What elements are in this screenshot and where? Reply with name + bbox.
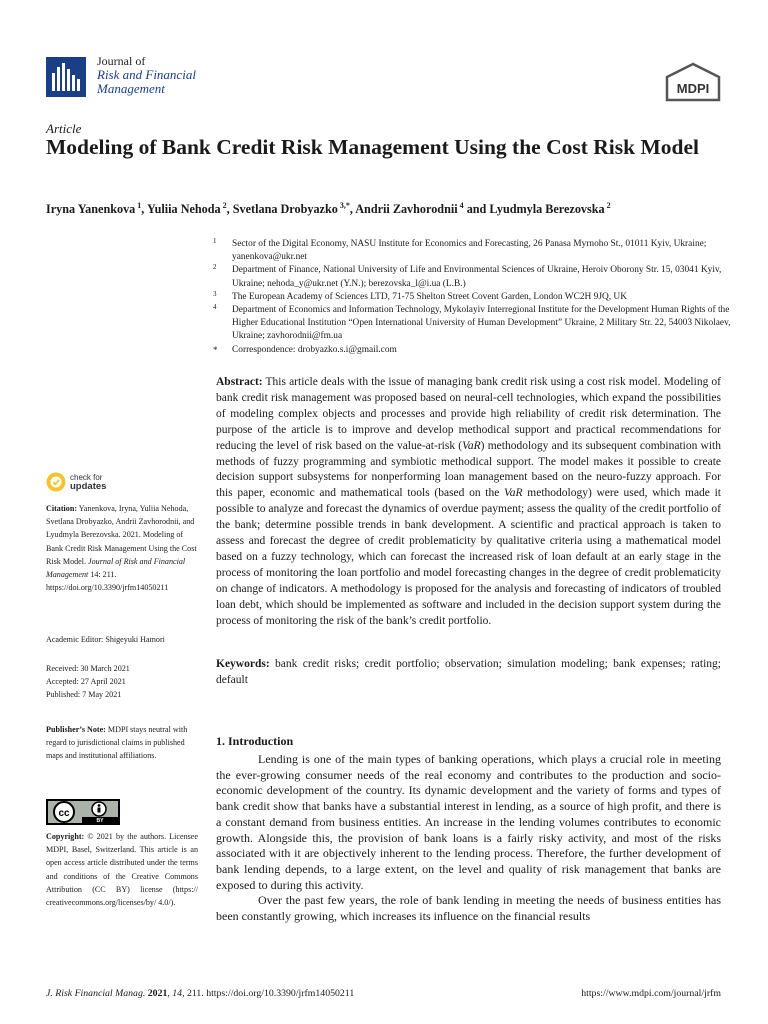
- author-affiliation-mark: 1: [137, 201, 142, 210]
- footer-doi[interactable]: , 211. https://doi.org/10.3390/jrfm14050211: [182, 988, 355, 999]
- body-paragraph: Over the past few years, the role of bank lending in meeting the needs of business entities has been constantly growing, which increases its influence on the financial results: [216, 893, 721, 924]
- check-for-updates-badge[interactable]: [46, 470, 116, 496]
- abstract-var-term: VaR: [462, 439, 481, 452]
- journal-of-label: Journal of: [97, 54, 146, 68]
- abstract-var-term: VaR: [504, 487, 523, 500]
- author-name: Yuliia Nehoda: [146, 202, 221, 217]
- copyright-notice: [46, 830, 198, 909]
- citation-block: [46, 502, 198, 594]
- footer-volume: 14: [172, 988, 183, 999]
- check-for-text: check for: [70, 473, 103, 482]
- cc-by-license-icon[interactable]: [46, 799, 120, 825]
- affiliation-text: The European Academy of Sciences LTD, 71-75 Shelton Street Covent Garden, London WC2H 9JQ, UK: [232, 291, 627, 302]
- correspondence-text: Correspondence: drobyazko.s.i@gmail.com: [232, 344, 397, 355]
- journal-logo-icon: [46, 57, 86, 97]
- footer-journal-url[interactable]: https://www.mdpi.com/journal/jrfm: [581, 988, 721, 999]
- publisher-note-label: Publisher’s Note:: [46, 725, 106, 734]
- affiliation-item: [211, 238, 736, 264]
- citation-text: Yanenkova, Iryna, Yuliia Nehoda, Svetlana Drobyazko, Andrii Zavhorodnii, and Lyudmyla Berezovska. 2021. Modeling of Bank Credit Risk Management Using the Cost Risk Model.: [46, 504, 197, 566]
- footer-journal-abbrev: J. Risk Financial Manag.: [46, 988, 146, 999]
- affiliation-list: [211, 238, 736, 357]
- footer-year: 2021: [147, 988, 168, 999]
- author-affiliation-mark: 4: [459, 201, 464, 210]
- affiliation-mark: 4: [213, 303, 217, 312]
- copyright-label: Copyright:: [46, 832, 85, 841]
- publisher-note-text: MDPI stays neutral with regard to jurisdictional claims in published maps and institutional affiliations.: [46, 725, 188, 761]
- publisher-note: [46, 723, 198, 763]
- accepted-date: Accepted: 27 April 2021: [46, 677, 126, 687]
- received-date: Received: 30 March 2021: [46, 664, 130, 673]
- author-affiliation-mark: 3,*: [339, 201, 350, 210]
- citation-label: Citation:: [46, 504, 78, 513]
- publication-dates: [46, 662, 198, 702]
- affiliation-mark: 3: [213, 289, 217, 298]
- copyright-text: © 2021 by the authors. Licensee MDPI, Basel, Switzerland. This article is an open access article distributed under the terms and conditions of the Creative Commons Attribution (CC BY) license (https:// creativecommons.org/licenses/by/ 4.0/).: [46, 832, 198, 908]
- body-paragraph: Lending is one of the main types of banking operations, which plays a crucial role in meeting the ever-growing consumer needs of the real economy and contributes to the production and socio-economic development of the country. Its dynamic development and the variety of forms and types of bank credit show that banks have a substantial interest in lending, as a source of high profit, and there is a constant demand from business entities. An increase in the lending volumes contributes to economic growth. Alongside this, the provision of bank loans is a fairly risky activity, and most of the risks associated with it are objectively inherent to the lending process. Therefore, the further development of bank lending depends, to a large extent, on the level and quality of risk management that banks are exposed to during this activity.: [216, 752, 721, 892]
- correspondence-item: [211, 344, 736, 357]
- abstract: [216, 375, 721, 630]
- article-type: Article: [46, 121, 82, 136]
- author-list: Iryna Yanenkova $^1$, Yuliia Nehoda $^2$, Svetlana Drobyazko $^{3,*}$, Andrii Zavhorodnii $^4$ and Lyudmyla Berezovska $^2$: [46, 201, 611, 217]
- introduction-body: [216, 752, 721, 925]
- journal-title: [97, 55, 196, 96]
- academic-editor: Academic Editor: Shigeyuki Hamori: [46, 635, 165, 644]
- author-name: Iryna Yanenkova: [46, 202, 136, 217]
- citation-volume: 14: 211.: [88, 570, 117, 580]
- updates-text: updates: [70, 481, 107, 492]
- mdpi-logo-icon: [664, 62, 722, 102]
- correspondence-mark: *: [213, 344, 218, 355]
- check-for-updates-icon: [46, 472, 66, 492]
- abstract-text-3: methodology) were used, which made it possible to analyze and forecast the dynamics of overdue payment; assess the quality of the credit portfolio of the bank; determine possible trends in bank development. A scientific and practical approach is taken to assess and forecast the degree of credit problematicity by qualitative criteria using a mathematical model based on a fuzzy technology, which can forecast the increased risk of loan default at an early stage in the process of monitoring the loan portfolio and model forecasting changes in the degree of credit problematicity on change of indicators. A methodology is proposed for the analysis and forecasting of indicators of troubled loan debt, which should be implemented as software and included in the decision support system during the process of monitoring the risk of the bank’s credit portfolio.: [216, 487, 721, 627]
- footer-citation: J. Risk Financial Manag. 2021, 14, 211. https://doi.org/10.3390/jrfm14050211: [46, 988, 355, 999]
- cc-by-label: BY: [96, 818, 104, 824]
- keywords-text: bank credit risks; credit portfolio; observation; simulation modeling; bank expenses; rating; default: [216, 658, 721, 686]
- citation-doi-link[interactable]: https://doi.org/10.3390/jrfm14050211: [46, 583, 169, 593]
- affiliation-mark: 1: [213, 237, 217, 245]
- affiliation-item: [211, 291, 736, 304]
- check-for-updates-label: [70, 473, 106, 491]
- author-affiliation-mark: 2: [606, 201, 611, 210]
- abstract-label: Abstract:: [216, 376, 263, 388]
- author-name: Svetlana Drobyazko: [232, 202, 338, 217]
- author-affiliation-mark: 2: [222, 201, 227, 210]
- journal-name-line2: Management: [97, 81, 165, 96]
- published-date: Published: 7 May 2021: [46, 690, 122, 700]
- affiliation-text: Sector of the Digital Economy, NASU Institute for Economics and Forecasting, 26 Panasa Myrnoho St., 01011 Kyiv, Ukraine; yanenkova@ukr.net: [232, 239, 707, 263]
- affiliation-text: Department of Economics and Information Technology, Mykolayiv Interregional Institute for the Development Human Rights of the Higher Educational Institution “Open International University of Human Development” Ukraine, 2 Military Str. 22, 54003 Nikolaev, Ukraine; zavhorodnii@fm.ua: [232, 305, 731, 342]
- affiliation-text: Department of Finance, National University of Life and Environmental Sciences of Ukraine, Heroiv Oborony Str. 15, 03041 Kyiv, Ukraine; nehoda_y@ukr.net (Y.N.); berezovska_l@i.ua (L.B.): [232, 265, 722, 289]
- affiliation-item: [211, 264, 736, 290]
- keywords-label: Keywords:: [216, 658, 270, 670]
- section-heading-introduction: 1. Introduction: [216, 734, 294, 748]
- mdpi-logo-text: MDPI: [676, 81, 710, 96]
- journal-name-line1: Risk and Financial: [97, 67, 196, 82]
- author-name: Lyudmyla Berezovska: [489, 202, 605, 217]
- keywords: [216, 657, 721, 689]
- svg-text:cc: cc: [58, 808, 70, 819]
- abstract-text-2: ) methodology and its subsequent combination with methods of fuzzy programming and symbiotic methodical support. The model makes it possible to create decision support subsystems for nonperforming loan management based on the neuro-fuzzy approach. For this paper, economic and mathematical tools (based on the: [216, 439, 722, 500]
- abstract-text-1: This article deals with the issue of managing bank credit risk using a cost risk model. Modeling of bank credit risk management was proposed based on neural-cell technologies, which expand the possibilities of modeling complex objects and processes and provide high reliability of credit risk determination. The purpose of the article is to improve and develop methodical support and practical recommendations for reducing the level of risk based on the value-at-risk (: [216, 376, 721, 452]
- author-name: Andrii Zavhorodnii: [355, 202, 458, 217]
- affiliation-item: [211, 304, 736, 344]
- citation-journal: Journal of Risk and Financial Management: [46, 556, 186, 580]
- paper-title: Modeling of Bank Credit Risk Management Using the Cost Risk Model: [46, 135, 699, 159]
- journal-header: [46, 52, 226, 100]
- affiliation-mark: 2: [213, 263, 217, 272]
